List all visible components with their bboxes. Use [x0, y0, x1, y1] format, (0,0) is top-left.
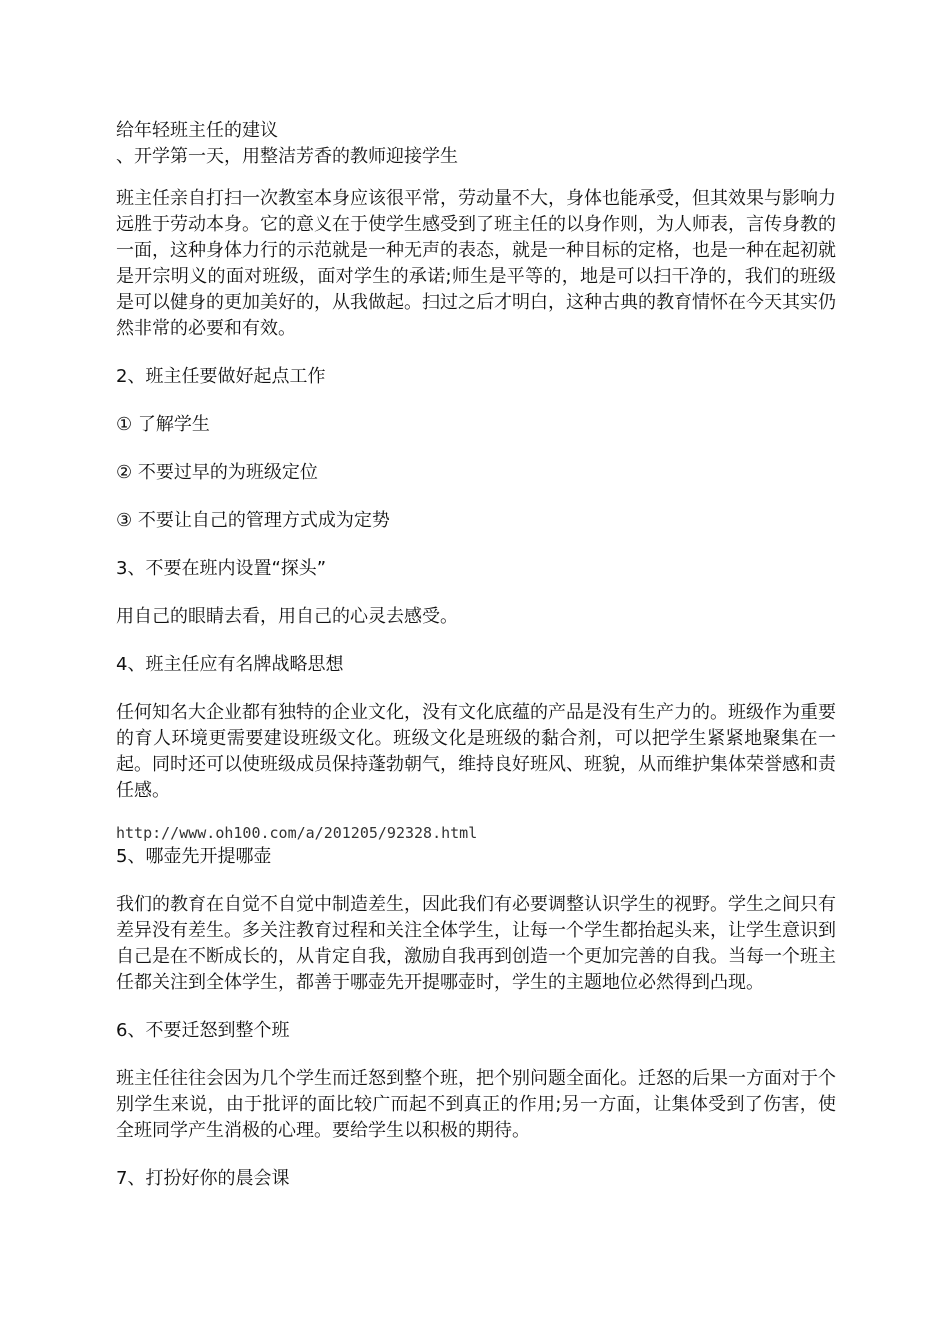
section-2-item-2: ② 不要过早的为班级定位	[116, 462, 318, 483]
section-1-body: 班主任亲自打扫一次教室本身应该很平常，劳动量不大，身体也能承受，但其效果与影响力远胜于劳动本身。它的意义在于使学生感受到了班主任的以身作则，为人师表，言传身教的一面，这种身体力行的示范就是一种无声的表态，就是一种目标的定格，也是一种在起初就是开宗明义的面对班级，面对学生的承诺;师生是平等的，地是可以扫干净的，我们的班级是可以健身的更加美好的，从我做起。扫过之后才明白，这种古典的教育情怀在今天其实仍然非常的必要和有效。	[116, 188, 836, 339]
section-2-item-1: ① 了解学生	[116, 414, 210, 435]
section-6-body: 班主任往往会因为几个学生而迁怒到整个班，把个别问题全面化。迁怒的后果一方面对于个别学生来说，由于批评的面比较广而起不到真正的作用;另一方面，让集体受到了伤害，使全班同学产生消极的心理。要给学生以积极的期待。	[116, 1068, 836, 1141]
section-1-heading: 、开学第一天，用整洁芳香的教师迎接学生	[116, 146, 458, 167]
section-7-heading: 7、打扮好你的晨会课	[116, 1168, 290, 1189]
section-3-body: 用自己的眼睛去看，用自己的心灵去感受。	[116, 606, 458, 627]
section-2-item-3: ③ 不要让自己的管理方式成为定势	[116, 510, 390, 531]
section-5-body: 我们的教育在自觉不自觉中制造差生，因此我们有必要调整认识学生的视野。学生之间只有差异没有差生。多关注教育过程和关注全体学生，让每一个学生都抬起头来，让学生意识到自己是在不断成长的，从肯定自我，激励自我再到创造一个更加完善的自我。当每一个班主任都关注到全体学生，都善于哪壶先开提哪壶时，学生的主题地位必然得到凸现。	[116, 894, 836, 993]
source-url: http://www.oh100.com/a/201205/92328.html	[116, 824, 478, 842]
section-3-heading: 3、不要在班内设置“探头”	[116, 558, 327, 579]
document-title: 给年轻班主任的建议	[116, 120, 278, 141]
section-4-heading: 4、班主任应有名牌战略思想	[116, 654, 344, 675]
section-4-body: 任何知名大企业都有独特的企业文化，没有文化底蕴的产品是没有生产力的。班级作为重要的育人环境更需要建设班级文化。班级文化是班级的黏合剂，可以把学生紧紧地聚集在一起。同时还可以使班级成员保持蓬勃朝气，维持良好班风、班貌，从而维护集体荣誉感和责任感。	[116, 702, 836, 801]
section-5-heading: 5、哪壶先开提哪壶	[116, 846, 272, 867]
section-2-heading: 2、班主任要做好起点工作	[116, 366, 326, 387]
document-page	[116, 118, 836, 1192]
section-6-heading: 6、不要迁怒到整个班	[116, 1020, 290, 1041]
